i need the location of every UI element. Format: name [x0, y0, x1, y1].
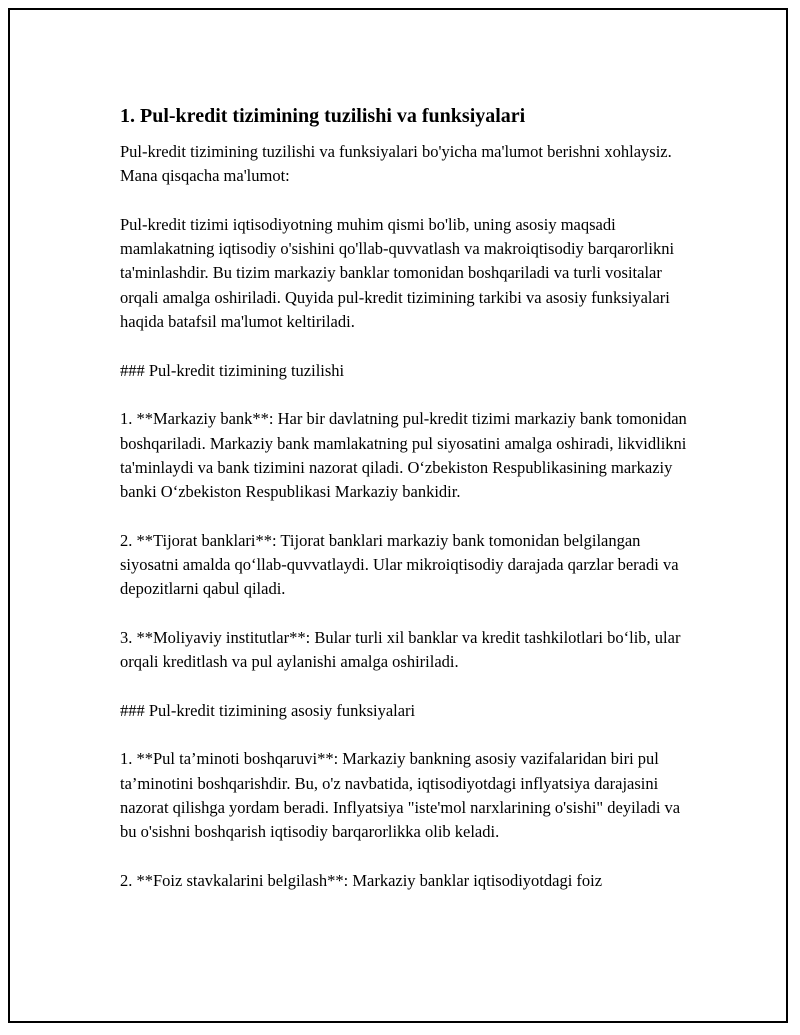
paragraph-financial-institutions: 3. **Moliyaviy institutlar**: Bular turli xil banklar va kredit tashkilotlari bo‘lib, ular orqali kreditlash va pul aylanishi amalga oshiriladi. [120, 627, 681, 672]
paragraph-interest-rates: 2. **Foiz stavkalarini belgilash**: Markaziy banklar iqtisodiyotdagi foiz [120, 870, 603, 890]
paragraph-commercial-banks: 2. **Tijorat banklari**: Tijorat banklari markaziy bank tomonidan belgilangan siyosatni amalda qo‘llab-quvvatlaydi. Ular mikroiqtisodiy darajada qarzlar beradi va depozitlarni qabul qiladi. [120, 530, 679, 599]
paragraph-overview: Pul-kredit tizimi iqtisodiyotning muhim qismi bo'lib, uning asosiy maqsadi mamlakatning iqtisodiy o'sishini qo'llab-quvvatlash va makroiqtisodiy barqarorlikni ta'minlashdir. Bu tizim markaziy banklar tomonidan boshqariladi va turli vositalar orqali amalga oshiriladi. Quyida pul-kredit tizimining tarkibi va asosiy funksiyalari haqida batafsil ma'lumot keltiriladi. [120, 214, 675, 332]
paragraph-central-bank: 1. **Markaziy bank**: Har bir davlatning pul-kredit tizimi markaziy bank tomonidan boshqariladi. Markaziy bank mamlakatning pul siyosatini amalga oshiradi, likvidlikni ta'minlaydi va bank tizimini nazorat qiladi. O‘zbekiston Respublikasining markaziy banki O‘zbekiston Respublikasi Markaziy bankidir. [120, 409, 687, 502]
paragraph-intro: Pul-kredit tizimining tuzilishi va funksiyalari bo'yicha ma'lumot berishni xohlaysiz. Mana qisqacha ma'lumot: [120, 142, 672, 186]
document-body [120, 102, 700, 918]
document-title: 1. Pul-kredit tizimining tuzilishi va funksiyalari [120, 105, 526, 127]
heading-functions: ### Pul-kredit tizimining asosiy funksiyalari [120, 700, 416, 720]
heading-structure: ### Pul-kredit tizimining tuzilishi [120, 360, 345, 380]
document-page [8, 8, 788, 1023]
paragraph-money-supply: 1. **Pul ta’minoti boshqaruvi**: Markaziy bankning asosiy vazifalaridan biri pul ta’minotini boshqarishdir. Bu, o'z navbatida, iqtisodiyotdagi inflyatsiya darajasini nazorat qilishga yordam beradi. Inflyatsiya "iste'mol narxlarining o'sishi" deyiladi va bu o'sishni boshqarish iqtisodiy barqarorlikka olib keladi. [120, 749, 681, 842]
